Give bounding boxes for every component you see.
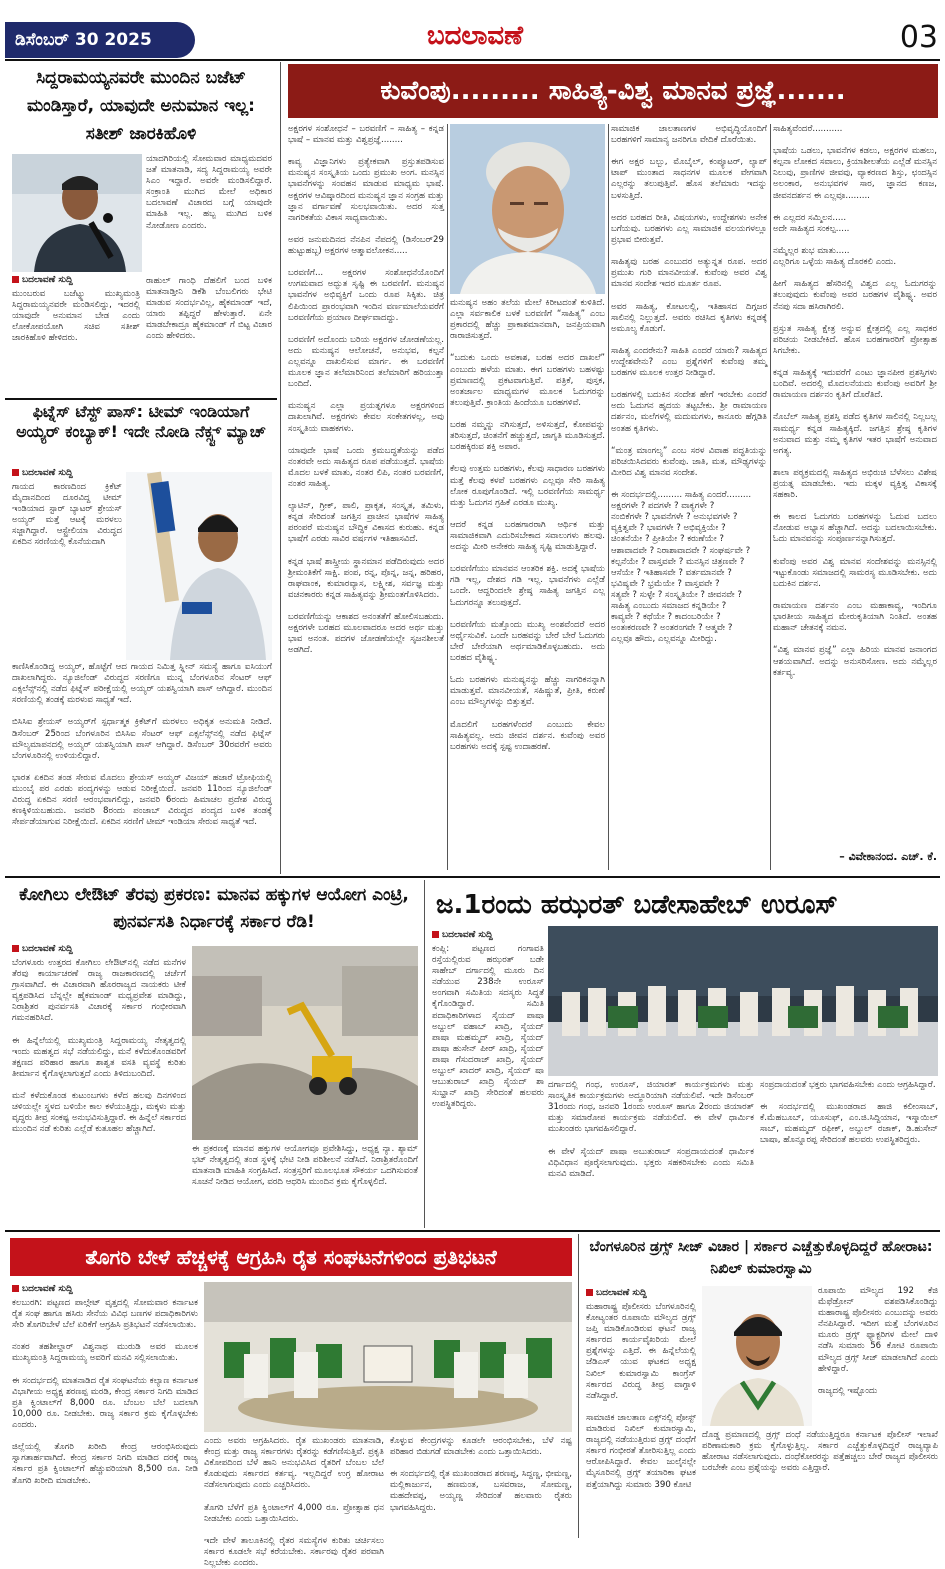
story5-headline-banner: ತೊಗರಿ ಬೇಳೆ ಹೆಚ್ಚಳಕ್ಕೆ ಆಗ್ರಹಿಸಿ ರೈತ ಸಂಘಟನೆಗಳಿಂದ ಪ್ರತಿಭಟನೆ [10, 1238, 572, 1276]
story2-photo [126, 472, 272, 660]
date-badge: ಡಿಸೆಂಬರ್ 30 2025 [5, 22, 195, 58]
feature-author: – ವಿವೇಕಾನಂದ. ಎಚ್. ಕೆ. [839, 850, 937, 863]
middle-rule [5, 876, 940, 878]
story1-body-right2: ರಾಹುಲ್ ಗಾಂಧಿ ದೆಹಲಿಗೆ ಬಂದ ಬಳಿಕ ಮಾತನಾಡ್ತೀನಿ ಡಿಕೆಶಿ ಬೆಂಬಲಿಗರು ಭೇಟಿ ಮಾಡುವ ಸಂದರ್ಭವಿಲ್ಲ, ಹೈಕಮಾಂಡ್ ಇದೆ, ಯಾರು ತಪ್ಪಿದ್ದರೆ ಹೇಳುತ್ತಾರೆ. ಏನೇ ಮಾಡಬೇಕಾದ್ರೂ ಹೈಕಮಾಂಡ್ ಗೆ ಬಿಟ್ಟ ವಿಚಾರ ಎಂದು ಹೇಳಿದರು. [146, 276, 272, 342]
story5-body-left: ಕಲಬುರಗಿ: ಪಟ್ಟಣದ ಪಾಲ್ಗೇಟ್ ವೃತ್ತದಲ್ಲಿ ಸೋಮವಾರ ಕರ್ನಾಟಕ ರೈತ ಸಂಘ ಹಾಗೂ ಹಸಿರು ಸೇನೆಯ ವಿವಿಧ ಬಣಗಳ ಪದಾಧಿಕಾರಿಗಳು ಸೇರಿ ತೊಗರಿಬೇಳೆ ಬೆಲೆ ಏರಿಕೆಗೆ ಆಗ್ರಹಿಸಿ ಪ್ರತಿಭಟನೆ ನಡೆಸಲಾಯಿತು. ನಂತರ ತಹಶೀಲ್ದಾರ್ ವಿಶ್ವನಾಥ ಮುರುಡಿ ಅವರ ಮೂಲಕ ಮುಖ್ಯಮಂತ್ರಿ ಸಿದ್ದರಾಮಯ್ಯ ಅವರಿಗೆ ಮನವಿ ಸಲ್ಲಿಸಲಾಯಿತು. ಈ ಸಂದರ್ಭದಲ್ಲಿ ಮಾತನಾಡಿದ ರೈತ ಸಂಘಟನೆಯ ಕಲ್ಯಾಣ ಕರ್ನಾಟಕ ವಿಭಾಗೀಯ ಅಧ್ಯಕ್ಷ ಶರಣಪ್ಪ ಮರಡಿ, ಕೇಂದ್ರ ಸರ್ಕಾರ ನಿಗದಿ ಮಾಡಿದ ಪ್ರತಿ ಕ್ವಿಂಟಾಲ್‌ಗೆ 8,000 ರೂ. ಬೆಂಬಲ ಬೆಲೆ ಬದಲಾಗಿ 10,000 ರೂ. ನೀಡಬೇಕು. ರಾಜ್ಯ ಸರ್ಕಾರ ಕ್ರಮ ಕೈಗೊಳ್ಳಬೇಕು ಎಂದರು. ಜಿಲ್ಲೆಯಲ್ಲಿ ತೊಗರಿ ಖರೀದಿ ಕೇಂದ್ರ ಆರಂಭಿಸಿರುವುದು ಸ್ವಾಗತಾರ್ಹವಾಗಿದೆ. ಕೇಂದ್ರ ಸರ್ಕಾರ ನಿಗದಿ ಮಾಡಿದ ದರಕ್ಕೆ ರಾಜ್ಯ ಸರ್ಕಾರ ಪ್ರತಿ ಕ್ವಿಂಟಾಲ್‌ಗೆ ಹೆಚ್ಚುವರಿಯಾಗಿ 8,500 ರೂ. ನೀಡಿ ತೊಗರಿ ಖರೀದಿ ಮಾಡಬೇಕು. [12, 1298, 198, 1486]
masthead [0, 0, 945, 60]
story3-photo [192, 946, 418, 1140]
story3-byline: ಬದಲಾವಣೆ ಸುದ್ದಿ [12, 944, 73, 954]
feature-banner: ಕುವೆಂಪು......... ಸಾಹಿತ್ಯ-ವಿಶ್ವ ಮಾನವ ಪ್ರಜ್ಞೆ....... [288, 64, 938, 118]
story4-body-left: ಕಂಪ್ಲಿ: ಪಟ್ಟಣದ ಗಂಗಾವತಿ ರಸ್ತೆಯಲ್ಲಿರುವ ಹಝರತ್ ಬಡೇ ಸಾಹೇಬ್ ದರ್ಗಾದಲ್ಲಿ ಮೂರು ದಿನ ನಡೆಯುವ 238ನೇ ಉರೂಸ್ ಅಂಗವಾಗಿ ಸಮಿತಿಯ ಸದಸ್ಯರು ಸಿದ್ಧತೆ ಕೈಗೊಂಡಿದ್ದಾರೆ. ಸಮಿತಿ ಪದಾಧಿಕಾರಿಗಳಾದ ಸೈಯದ್ ಪಾಷಾ ಅಬ್ದುಲ್ ವಹಾಬ್ ಖಾದ್ರಿ, ಸೈಯದ್ ಪಾಷಾ ಮಹಮ್ಮದ್ ಖಾದ್ರಿ, ಸೈಯದ್ ಪಾಷಾ ಹುಸೇನ್ ಪೀರ್ ಖಾದ್ರಿ, ಸೈಯದ್ ಪಾಷಾ ಗೆಸುದರಾಜ್ ಖಾದ್ರಿ, ಸೈಯದ್ ಅಬ್ದುಲ್ ಖಾದರ್ ಖಾದ್ರಿ, ಸೈಯದ್ ಷಾ ಆಬುತುರಾಬ್ ಖಾದ್ರಿ ಸೈಯದ್ ಶಾ ಸುಬ್ಹಾನ್ ಖಾದ್ರಿ ಸೇರಿದಂತೆ ಹಲವರು ಉಪಸ್ಥಿತರಿದ್ದರು. [432, 944, 544, 1110]
feature-col1: ಅಕ್ಷರಗಳ ಸಂಶೋಧನೆ – ಬರವಣಿಗೆ – ಸಾಹಿತ್ಯ – ಕನ್ನಡ ಭಾಷೆ – ಮಾನವ ಮತ್ತು ವಿಶ್ವಪ್ರಜ್ಞೆ........ ಕಾವ್ಯ ವಿಜ್ಞಾನಿಗಳು ಪ್ರತ್ಯೇಕವಾಗಿ ಪ್ರಸ್ತುತಪಡಿಸುವ ಮನುಷ್ಯನ ಸಂಸ್ಕೃತಿಯ ಒಂದು ಪ್ರಮುಖ ಅಂಗ. ಮನಸ್ಸಿನ ಭಾವನೆಗಳನ್ನು ಸಂವಹನ ಮಾಡುವ ಮಾಧ್ಯಮ ಭಾಷೆ. ಅಕ್ಷರಗಳ ಆವಿಷ್ಕಾರದಿಂದ ಮನುಷ್ಯನ ಜ್ಞಾನ ಸಂಗ್ರಹ ಮತ್ತು ಜ್ಞಾನ ವರ್ಗಾವಣೆ ಸುಲಭವಾಯಿತು. ಅದರ ಸುತ್ತ ನಾಗರಿಕತೆಯ ವಿಕಾಸ ಸಾಧ್ಯವಾಯಿತು. ಅವರ ಜನುಮದಿನದ ನೆನಪಿನ ನೆಪದಲ್ಲಿ (ಡಿಸೆಂಬರ್29 ಹುಟ್ಟುಹಬ್ಬ) ಅಕ್ಷರಗಳ ಆತ್ಮಾವಲೋಕನ..... ಬರವಣಿಗೆ... ಅಕ್ಷರಗಳ ಸಂಶೋಧನೆಯೊಂದಿಗೆ ಉಗಮವಾದ ಅದ್ಭುತ ಸೃಷ್ಟಿ ಈ ಬರವಣಿಗೆ. ಮನುಷ್ಯನ ಭಾವನೆಗಳ ಅಭಿವ್ಯಕ್ತಿಗೆ ಒಂದು ರೂಪ ಸಿಕ್ಕಿತು. ಚಿತ್ರ ಲಿಪಿಯಿಂದ ಪ್ರಾರಂಭವಾಗಿ ಇಂದಿನ ವರ್ಣಮಾಲೆಯವರೆಗೆ ಬರವಣಿಗೆಯ ಪ್ರಯಾಣ ದೀರ್ಘವಾದದ್ದು. ಬರವಣಿಗೆ ಅದೊಂದು ಬರಿಯ ಅಕ್ಷರಗಳ ಜೋಡಣೆಯಲ್ಲ. ಅದು ಮನುಷ್ಯನ ಆಲೋಚನೆ, ಅನುಭವ, ಕಲ್ಪನೆ ಎಲ್ಲವನ್ನೂ ದಾಖಲಿಸುವ ಮಾರ್ಗ. ಈ ಬರವಣಿಗೆ ಮೂಲಕ ಜ್ಞಾನ ತಲೆಮಾರಿನಿಂದ ತಲೆಮಾರಿಗೆ ಹರಿಯುತ್ತಾ ಬಂದಿದೆ. ಮನುಷ್ಯನ ಎಲ್ಲಾ ಪ್ರಯತ್ನಗಳೂ ಅಕ್ಷರಗಳಿಂದ ದಾಖಲಾಗಿವೆ. ಅಕ್ಷರಗಳು ಕೇವಲ ಸಂಕೇತಗಳಲ್ಲ, ಅವು ಸಂಸ್ಕೃತಿಯ ವಾಹಕಗಳು. ಯಾವುದೇ ಭಾಷೆ ಒಂದು ಕ್ರಮಬದ್ಧತೆಯನ್ನು ಪಡೆದ ನಂತರವೇ ಅದು ಸಾಹಿತ್ಯದ ರೂಪ ಪಡೆಯುತ್ತದೆ. ಭಾಷೆಯ ಮೊದಲ ಬಳಕೆ ಮಾತು, ನಂತರ ಲಿಪಿ, ನಂತರ ಬರವಣಿಗೆ, ನಂತರ ಸಾಹಿತ್ಯ. ಲ್ಯಾಟಿನ್, ಗ್ರೀಕ್, ಪಾಲಿ, ಪ್ರಾಕೃತ, ಸಂಸ್ಕೃತ, ತಮಿಳು, ಕನ್ನಡ ಸೇರಿದಂತೆ ಜಗತ್ತಿನ ಪ್ರಾಚೀನ ಭಾಷೆಗಳ ಸಾಹಿತ್ಯ ಪರಂಪರೆ ಮನುಷ್ಯನ ಬೌದ್ಧಿಕ ವಿಕಾಸದ ಕುರುಹು. ಕನ್ನಡ ಭಾಷೆಗೆ ಎರಡು ಸಾವಿರ ವರ್ಷಗಳ ಇತಿಹಾಸವಿದೆ. ಕನ್ನಡ ಭಾಷೆ ಶಾಸ್ತ್ರೀಯ ಸ್ಥಾನಮಾನ ಪಡೆದಿರುವುದು ಅದರ ಶ್ರೀಮಂತಿಕೆಗೆ ಸಾಕ್ಷಿ. ಪಂಪ, ರನ್ನ, ಪೊನ್ನ, ಜನ್ನ, ಹರಿಹರ, ರಾಘವಾಂಕ, ಕುಮಾರವ್ಯಾಸ, ಲಕ್ಷ್ಮೀಶ, ಸರ್ವಜ್ಞ ಮತ್ತು ವಚನಕಾರರು ಕನ್ನಡ ಸಾಹಿತ್ಯವನ್ನು ಶ್ರೀಮಂತಗೊಳಿಸಿದರು. ಬರವಣಿಗೆಯನ್ನು ಆಕಾಶದ ಅನಂತತೆಗೆ ಹೋಲಿಸಬಹುದು. ಅಕ್ಷರಗಳೇ ಬರಹದ ಮೂಲವಾದರೂ ಅದರ ಅರ್ಥ ಮತ್ತು ಭಾವ ಅನಂತ. ಪದಗಳ ಜೋಡಣೆಯಲ್ಲೇ ಸೃಜನಶೀಲತೆ ಅಡಗಿದೆ. [288, 124, 445, 656]
story4-body-right: ಸಂಪ್ರದಾಯದಂತೆ ಭಕ್ತರು ಭಾಗವಹಿಸಬೇಕು ಎಂದು ಆಗ್ರಹಿಸಿದ್ದಾರೆ. ಈ ಸಂದರ್ಭದಲ್ಲಿ ಮುಖಂಡರಾದ ಹಾಜಿ ಕಲೀಂಸಾಬ್, ಕೆ.ಮೆಹಬೂಬ್, ಯೂಸುಫ್, ಎಂ.ಜಿ.ಸಿದ್ದಿಯಾನ, ಇಸ್ಮಾಯಿಲ್ ಸಾಬ್, ಮಹಮ್ಮದ್ ರಫೀಕ್, ಅಬ್ದುಲ್ ರಜಾಕ್, ಡಿ.ಹುಸೇನ್ ಬಾಷಾ, ಹೊನ್ನೂರಪ್ಪ ಸೇರಿದಂತೆ ಹಲವರು ಉಪಸ್ಥಿತರಿದ್ದರು. [760, 1080, 938, 1146]
story1-headline: ಸಿದ್ದರಾಮಯ್ಯನವರೇ ಮುಂದಿನ ಬಜೆಟ್ ಮಂಡಿಸ್ತಾರೆ, ಯಾವುದೇ ಅನುಮಾನ ಇಲ್ಲ: ಸತೀಶ್ ಜಾರಕಿಹೊಳಿ [27, 68, 255, 144]
kuvempu-portrait [450, 124, 605, 294]
shreyas-iyer-photo [126, 472, 272, 660]
story1-photo [12, 154, 142, 272]
feature-col3: ಸಾಮಾಜಿಕ ಜಾಲತಾಣಗಳ ಅಭಿವೃದ್ಧಿಯೊಂದಿಗೆ ಬರಹಗಳಿಗೆ ಸಾಮಾನ್ಯ ಜನರಿಗೂ ವೇದಿಕೆ ದೊರೆಯಿತು. ಈಗ ಅಕ್ಷರ ಬಲ್ಬು, ಮೊಬೈಲ್, ಕಂಪ್ಯೂಟರ್, ಲ್ಯಾಪ್ ಟಾಪ್ ಮುಂತಾದ ಸಾಧನಗಳ ಮೂಲಕ ವೇಗವಾಗಿ ಎಲ್ಲರನ್ನು ತಲುಪುತ್ತಿವೆ. ಹೊಸ ತಲೆಮಾರು ಇದನ್ನು ಬಳಸುತ್ತಿದೆ. ಅದರ ಬರಹದ ರೀತಿ, ವಿಷಯಗಳು, ಉದ್ದೇಶಗಳು ಅನೇಕ ಬಗೆಯವು. ಬರಹಗಳು ಎಲ್ಲ ಸಾಮಾಜಿಕ ವಲಯಗಳಲ್ಲೂ ಪ್ರಭಾವ ಬೀರುತ್ತವೆ. ಸಾಹಿತ್ಯವು ಬರಹ ಎಂಬುದರ ಅತ್ಯುನ್ನತ ರೂಪ. ಅದರ ಪ್ರಮುಖ ಗುರಿ ಮಾನವೀಯತೆ. ಕುವೆಂಪು ಅವರ ವಿಶ್ವ ಮಾನವ ಸಂದೇಶ ಇದರ ಮೂರ್ತ ರೂಪ. ಅವರ ಸಾಹಿತ್ಯ, ಕೋಟಲಲ್ಲಿ, ಇತಿಹಾಸದ ದಿಗ್ಗಜರ ಸಾಲಿನಲ್ಲಿ ನಿಲ್ಲುತ್ತದೆ. ಅವರು ರಚಿಸಿದ ಕೃತಿಗಳು ಕನ್ನಡಕ್ಕೆ ಅಮೂಲ್ಯ ಕೊಡುಗೆ. ಸಾಹಿತ್ಯ ಎಂದರೇನು? ಸಾಹಿತಿ ಎಂದರೆ ಯಾರು? ಸಾಹಿತ್ಯದ ಉದ್ದೇಶವೇನು? ಎಂಬ ಪ್ರಶ್ನೆಗಳಿಗೆ ಕುವೆಂಪು ತಮ್ಮ ಬರಹಗಳ ಮೂಲಕ ಉತ್ತರ ನೀಡಿದ್ದಾರೆ. ಬರಹಗಳಲ್ಲಿ ಬದುಕಿನ ಸಂದೇಶ ಹೇಗೆ ಇರಬೇಕು ಎಂದರೆ ಅದು ಓದುಗನ ಹೃದಯ ತಟ್ಟಬೇಕು. ಶ್ರೀ ರಾಮಾಯಣ ದರ್ಶನಂ, ಮಲೆಗಳಲ್ಲಿ ಮದುಮಗಳು, ಕಾನೂರು ಹೆಗ್ಗಡಿತಿ ಅಂತಹ ಕೃತಿಗಳು. “ಮಂತ್ರ ಮಾಂಗಲ್ಯ” ಎಂಬ ಸರಳ ವಿವಾಹ ಪದ್ಧತಿಯನ್ನು ಪರಿಚಯಿಸಿದವರು ಕುವೆಂಪು. ಜಾತಿ, ಮತ, ಮೌಢ್ಯಗಳನ್ನು ಮೀರಿದ ವಿಶ್ವ ಮಾನವ ಸಂದೇಶ. ಈ ಸಂದರ್ಭದಲ್ಲಿ......... ಸಾಹಿತ್ಯ ಎಂದರೆ......... ಅಕ್ಷರಗಳೇ ? ಪದಗಳೇ ? ವಾಕ್ಯಗಳೇ ? ನಂಬಿಕೆಗಳೇ ? ಭಾವನೆಗಳೇ ? ಅನುಭವಗಳೇ ? ವ್ಯಕ್ತಿತ್ವವೇ ? ಭಾವಗಳೇ ? ಅಭಿವ್ಯಕ್ತಿಯೇ ? ಚಿಂತನೆಯೇ ? ಪ್ರೀತಿಯೇ ? ಕರುಣೆಯೇ ? ಆಶಾವಾದವೇ ? ನಿರಾಶಾವಾದವೇ ? ಸಂಘರ್ಷವೇ ? ಕಲ್ಪನೆಯೇ ? ವಾಸ್ತವವೇ ? ಮನಸ್ಸಿನ ಚಿತ್ರಣವೇ ? ಆಸೆಯೇ ? ಇತಿಹಾಸವೇ ? ವರ್ತಮಾನವೇ ? ಭವಿಷ್ಯವೇ ? ಭ್ರಮೆಯೇ ? ವಾಸ್ತವವೇ ? ಸತ್ಯವೇ ? ಸುಳ್ಳೇ ? ಸಂಸ್ಕೃತಿಯೇ ? ಜೀವನವೇ ? ಸಾಹಿತ್ಯ ಎಂಬುದು ಸಮಾಜದ ಕನ್ನಡಿಯೇ ? ಕಾವ್ಯವೇ ? ಕಥೆಯೇ ? ಕಾದಂಬರಿಯೇ ? ಅಂತಃಕರಣವೇ ? ಅಂತರಂಗವೇ ? ಆತ್ಮವೇ ? ಎಲ್ಲವೂ ಹೌದು, ಎಲ್ಲವನ್ನೂ ಮೀರಿದ್ದು. [611, 124, 767, 645]
story3-body-right: ಈ ಪ್ರಕರಣಕ್ಕೆ ಮಾನವ ಹಕ್ಕುಗಳ ಆಯೋಗವೂ ಪ್ರವೇಶಿಸಿದ್ದು, ಅಧ್ಯಕ್ಷ ನ್ಯಾ. ಶ್ಯಾಮ್ ಭಟ್ ನೇತೃತ್ವದಲ್ಲಿ ತಂಡ ಸ್ಥಳಕ್ಕೆ ಭೇಟಿ ನೀಡಿ ಪರಿಶೀಲನೆ ನಡೆಸಿದೆ. ನಿರಾಶ್ರಿತರೊಂದಿಗೆ ಮಾತನಾಡಿ ಮಾಹಿತಿ ಸಂಗ್ರಹಿಸಿದೆ. ಸಂತ್ರಸ್ತರಿಗೆ ಮೂಲಭೂತ ಸೌಕರ್ಯ ಒದಗಿಸುವಂತೆ ಸೂಚನೆ ನೀಡಿದ ಆಯೋಗ, ವರದಿ ಆಧರಿಸಿ ಮುಂದಿನ ಕ್ರಮ ಕೈಗೊಳ್ಳಲಿದೆ. [192, 1144, 418, 1188]
story2-body-left: ಗಾಯದ ಕಾರಣದಿಂದ ಕ್ರಿಕೆಟ್ ಮೈದಾನದಿಂದ ದೂರವಿದ್ದ ಟೀಮ್ ಇಂಡಿಯಾದ ಸ್ಟಾರ್ ಬ್ಯಾಟರ್ ಶ್ರೇಯಸ್ ಅಯ್ಯರ್ ಮತ್ತೆ ಆಟಕ್ಕೆ ಮರಳಲು ಸಜ್ಜಾಗಿದ್ದಾರೆ. ಆಸ್ಟ್ರೇಲಿಯಾ ವಿರುದ್ಧದ ಏಕದಿನ ಸರಣಿಯಲ್ಲಿ ಕೊನೆಯದಾಗಿ [12, 482, 122, 548]
story6-body-full: ದೊಡ್ಡ ಪ್ರಮಾಣದಲ್ಲಿ ಡ್ರಗ್ಸ್ ದಂಧೆ ನಡೆಯುತ್ತಿದ್ದರೂ ಕರ್ನಾಟಕ ಪೊಲೀಸ್ ಇಲಾಖೆ ಪರಿಣಾಮಕಾರಿ ಕ್ರಮ ಕೈಗೊಳ್ಳುತ್ತಿಲ್ಲ. ಸರ್ಕಾರ ಎಚ್ಚೆತ್ತುಕೊಳ್ಳದಿದ್ದರೆ ರಾಜ್ಯವ್ಯಾಪಿ ಹೋರಾಟ ನಡೆಸಲಾಗುವುದು. ದಂಧೆಕೋರರನ್ನು ಪತ್ತೆಹಚ್ಚಲು ಬೇರೆ ರಾಜ್ಯದ ಪೊಲೀಸರು ಬರಬೇಕೇ ಎಂಬ ಪ್ರಶ್ನೆಯನ್ನು ಅವರು ಎತ್ತಿದ್ದಾರೆ. [702, 1430, 938, 1474]
story6-photo [702, 1286, 812, 1426]
story6-body-left: ಮಹಾರಾಷ್ಟ್ರ ಪೊಲೀಸರು ಬೆಂಗಳೂರಿನಲ್ಲಿ ಕೋಟ್ಯಂತರ ರೂಪಾಯಿ ಮೌಲ್ಯದ ಡ್ರಗ್ಸ್ ಜಪ್ತಿ ಮಾಡಿಕೊಂಡಿರುವ ಘಟನೆ ರಾಜ್ಯ ಸರ್ಕಾರದ ಕಾರ್ಯವೈಖರಿಯ ಮೇಲೆ ಪ್ರಶ್ನೆಗಳನ್ನು ಎತ್ತಿದೆ. ಈ ಹಿನ್ನೆಲೆಯಲ್ಲಿ ಜೆಡಿಎಸ್ ಯುವ ಘಟಕದ ಅಧ್ಯಕ್ಷ ನಿಖಿಲ್ ಕುಮಾರಸ್ವಾಮಿ ಕಾಂಗ್ರೆಸ್ ಸರ್ಕಾರದ ವಿರುದ್ಧ ತೀವ್ರ ವಾಗ್ದಾಳಿ ನಡೆಸಿದ್ದಾರೆ. ಸಾಮಾಜಿಕ ಜಾಲತಾಣ ಎಕ್ಸ್‌ನಲ್ಲಿ ಪೋಸ್ಟ್ ಮಾಡಿರುವ ನಿಖಿಲ್ ಕುಮಾರಸ್ವಾಮಿ, ರಾಜ್ಯದಲ್ಲಿ ನಡೆಯುತ್ತಿರುವ ಡ್ರಗ್ಸ್ ದಂಧೆಗೆ ಸರ್ಕಾರ ಗಂಭೀರತೆ ತೋರಿಸುತ್ತಿಲ್ಲ ಎಂದು ಆರೋಪಿಸಿದ್ದಾರೆ. ಕೇವಲ ಜುಲೈನಲ್ಲೇ ಮೈಸೂರಿನಲ್ಲಿ ಡ್ರಗ್ಸ್ ತಯಾರಿಕಾ ಘಟಕ ಪತ್ತೆಯಾಗಿದ್ದು ಸುಮಾರು 390 ಕೋಟಿ [586, 1302, 696, 1490]
story2-body-full: ಕಾಣಿಸಿಕೊಂಡಿದ್ದ ಅಯ್ಯರ್, ಹೊಟ್ಟೆಗೆ ಆದ ಗಾಯದ ನಿಮಿತ್ತ ಸ್ಪ್ಲೀನ್ ಸಮಸ್ಯೆ ಹಾಗೂ ಐಸಿಯುಗೆ ದಾಖಲಾಗಿದ್ದರು. ನ್ಯೂಜಿಲೆಂಡ್ ವಿರುದ್ಧದ ಸರಣಿಗೂ ಮುನ್ನ ಬೆಂಗಳೂರಿನ ಸೆಂಟರ್ ಆಫ್ ಎಕ್ಸಲೆನ್ಸ್‌ನಲ್ಲಿ ನಡೆದ ಫಿಟ್ನೆಸ್ ಪರೀಕ್ಷೆಯಲ್ಲಿ ಅಯ್ಯರ್ ಯಶಸ್ವಿಯಾಗಿ ಪಾಸ್ ಆಗಿದ್ದಾರೆ. ಮುಂದಿನ ಸರಣಿಯಲ್ಲಿ ತಂಡಕ್ಕೆ ಮರಳುವ ಸಾಧ್ಯತೆ ಇದೆ. ಬಿಸಿಸಿಐ ಶ್ರೇಯಸ್ ಅಯ್ಯರ್‌ಗೆ ಸ್ಪರ್ಧಾತ್ಮಕ ಕ್ರಿಕೆಟ್‌ಗೆ ಮರಳಲು ಅಧಿಕೃತ ಅನುಮತಿ ನೀಡಿದೆ. ಡಿಸೆಂಬರ್ 25ರಿಂದ ಬೆಂಗಳೂರಿನ ಬಿಸಿಸಿಐ ಸೆಂಟರ್ ಆಫ್ ಎಕ್ಸಲೆನ್ಸ್‌ನಲ್ಲಿ ನಡೆದ ಫಿಟ್ನೆಸ್ ಮೌಲ್ಯಮಾಪನದಲ್ಲಿ ಅಯ್ಯರ್ ಯಶಸ್ವಿಯಾಗಿ ಪಾಸ್ ಆಗಿದ್ದಾರೆ. ಡಿಸೆಂಬರ್ 30ರವರೆಗೆ ಅವರು ಬೆಂಗಳೂರಿನಲ್ಲಿ ಉಳಿಯಲಿದ್ದಾರೆ. ಭಾರತ ಏಕದಿನ ತಂಡ ಸೇರುವ ಮೊದಲು ಶ್ರೇಯಸ್ ಅಯ್ಯರ್ ವಿಜಯ್ ಹಜಾರೆ ಟ್ರೋಫಿಯಲ್ಲಿ ಮುಂಬೈ ಪರ ಎರಡು ಪಂದ್ಯಗಳನ್ನು ಆಡುವ ನಿರೀಕ್ಷೆಯಿದೆ. ಜನವರಿ 11ರಿಂದ ನ್ಯೂಜಿಲೆಂಡ್ ವಿರುದ್ಧ ಏಕದಿನ ಸರಣಿ ಆರಂಭವಾಗಲಿದ್ದು, ಜನವರಿ 6ರಂದು ಹಿಮಾಚಲ ಪ್ರದೇಶ ವಿರುದ್ಧ ಕಣಕ್ಕಿಳಿಯಬಹುದು. ಜನವರಿ 8ರಂದು ಪಂಜಾಬ್ ವಿರುದ್ಧದ ಪಂದ್ಯದ ಬಳಿಕ ತಂಡಕ್ಕೆ ಸೇರ್ಪಡೆಯಾಗುವ ನಿರೀಕ್ಷೆಯಿದೆ. ಏಕದಿನ ಸರಣಿಗೆ ಟೀಮ್ ಇಂಡಿಯಾ ಸೇರುವ ಸಾಧ್ಯತೆ ಇದೆ. [12, 662, 272, 828]
story1-rule [5, 398, 277, 400]
farmers-protest-photo [204, 1282, 572, 1432]
story6-headline: ಬೆಂಗಳೂರಿನ ಡ್ರಗ್ಸ್ ಸೀಜ್ ವಿಚಾರ | ಸರ್ಕಾರ ಎಚ್ಚೆತ್ತುಕೊಳ್ಳದಿದ್ದರೆ ಹೋರಾಟ: ನಿಖಿಲ್ ಕುಮಾರಸ್ವಾಮಿ [589, 1239, 933, 1277]
story5-body-right: ಕೊಳ್ಳುವ ಕೇಂದ್ರಗಳನ್ನು ಕೂಡಲೇ ಆರಂಭಿಸಬೇಕು, ಬೆಳೆ ನಷ್ಟ ಪರಿಹಾರ ಬಿಡುಗಡೆ ಮಾಡಬೇಕು ಎಂದು ಒತ್ತಾಯಿಸಿದರು. ಈ ಸಂದರ್ಭದಲ್ಲಿ ರೈತ ಮುಖಂಡರಾದ ಶರಣಪ್ಪ, ಸಿದ್ದಣ್ಣ, ಭೀಮಣ್ಣ, ಮಲ್ಲಿಕಾರ್ಜುನ, ಹಣಮಂತ, ಬಸವರಾಜ, ಸೋಮಣ್ಣ, ಮಹದೇವಪ್ಪ, ಅಯ್ಯಣ್ಣ ಸೇರಿದಂತೆ ಹಲವಾರು ರೈತರು ಭಾಗವಹಿಸಿದ್ದರು. [390, 1436, 572, 1513]
story1-byline: ಬದಲಾವಣೆ ಸುದ್ದಿ [12, 275, 73, 285]
story5-byline: ಬದಲಾವಣೆ ಸುದ್ದಿ [12, 1284, 73, 1294]
masthead-rule [5, 59, 940, 61]
story3-headline: ಕೋಗಿಲು ಲೇಔಟ್ ತೆರವು ಪ್ರಕರಣ: ಮಾನವ ಹಕ್ಕುಗಳ ಆಯೋಗ ಎಂಟ್ರಿ, ಪುನರ್ವಸತಿ ನಿರ್ಧಾರಕ್ಕೆ ಸರ್ಕಾರ ರೆಡಿ! [19, 885, 409, 932]
satish-jarkiholi-photo [12, 154, 142, 272]
story4-photo [548, 926, 938, 1076]
demolition-photo [192, 946, 418, 1140]
story6-body-right: ರೂಪಾಯಿ ಮೌಲ್ಯದ 192 ಕೆಜಿ ಮೆಫೆಡ್ರೋನ್ ವಶಪಡಿಸಿಕೊಂಡಿದ್ದು ಮಹಾರಾಷ್ಟ್ರ ಪೊಲೀಸರು ಎಂಬುದನ್ನು ಅವರು ನೆನಪಿಸಿದ್ದಾರೆ. ಇದೀಗ ಮತ್ತೆ ಬೆಂಗಳೂರಿನ ಮೂರು ಡ್ರಗ್ಸ್ ಫ್ಯಾಕ್ಟರಿಗಳ ಮೇಲೆ ದಾಳಿ ನಡೆಸಿ ಸುಮಾರು 56 ಕೋಟಿ ರೂಪಾಯಿ ಮೌಲ್ಯದ ಡ್ರಗ್ಸ್ ಸೀಜ್ ಮಾಡಲಾಗಿದೆ ಎಂದು ಹೇಳಿದ್ದಾರೆ. ರಾಜ್ಯದಲ್ಲಿ ಇಷ್ಟೊಂದು [818, 1286, 938, 1396]
story6-byline: ಬದಲಾವಣೆ ಸುದ್ದಿ [586, 1288, 647, 1298]
feature-divider-3 [770, 124, 771, 870]
feature-photo [450, 124, 605, 294]
feature-divider-2 [608, 124, 609, 870]
story4-headline: ಜ.1ರಂದು ಹಝರತ್ ಬಡೇಸಾಹೇಬ್ ಉರೂಸ್ [436, 890, 838, 920]
nikhil-kumaraswamy-photo [702, 1286, 812, 1426]
story1-body-right: ಯಾದಗಿರಿಯಲ್ಲಿ ಸೋಮವಾರ ಮಾಧ್ಯಮದವರ ಜತೆ ಮಾತನಾಡಿ, ಸದ್ಯ ಸಿದ್ದರಾಮಯ್ಯ ಅವರೇ ಸಿಎಂ ಇದ್ದಾರೆ. ಅವರೇ ಮಂಡಿಸಲಿದ್ದಾರೆ. ಸಂಕ್ರಾಂತಿ ಮುಗಿದ ಮೇಲೆ ಅಧಿಕಾರ ಬದಲಾವಣೆ ವಿಚಾರದ ಬಗ್ಗೆ ಯಾವುದೇ ಮಾಹಿತಿ ಇಲ್ಲ. ಹಬ್ಬ ಮುಗಿದ ಬಳಿಕ ನೋಡೋಣ ಎಂದರು. [146, 154, 272, 231]
lower-rule [5, 1230, 940, 1232]
story3-body-left: ಬೆಂಗಳೂರು ಉತ್ತರದ ಕೋಗಿಲು ಲೇಔಟ್‌ನಲ್ಲಿ ನಡೆದ ಮನೆಗಳ ತೆರವು ಕಾರ್ಯಾಚರಣೆ ರಾಜ್ಯ ರಾಜಕಾರಣದಲ್ಲಿ ಚರ್ಚೆಗೆ ಗ್ರಾಸವಾಗಿದೆ. ಈ ವಿಚಾರವಾಗಿ ಹೊರರಾಜ್ಯದ ನಾಯಕರು ಟೀಕೆ ವ್ಯಕ್ತಪಡಿಸಿದ ಬೆನ್ನಲ್ಲೇ ಹೈಕಮಾಂಡ್ ಮಧ್ಯಪ್ರವೇಶ ಮಾಡಿದ್ದು, ನಿರಾಶ್ರಿತರ ಪುನರ್ವಸತಿ ವಿಚಾರಕ್ಕೆ ಸರ್ಕಾರ ಗಂಭೀರವಾಗಿ ಗಮನಹರಿಸಿದೆ. ಈ ಹಿನ್ನೆಲೆಯಲ್ಲಿ ಮುಖ್ಯಮಂತ್ರಿ ಸಿದ್ದರಾಮಯ್ಯ ನೇತೃತ್ವದಲ್ಲಿ ಇಂದು ಮಹತ್ವದ ಸಭೆ ನಡೆಯಲಿದ್ದು, ಮನೆ ಕಳೆದುಕೊಂಡವರಿಗೆ ತಕ್ಷಣದ ಪರಿಹಾರ ಹಾಗೂ ಶಾಶ್ವತ ವಸತಿ ವ್ಯವಸ್ಥೆ ಕುರಿತು ತೀರ್ಮಾನ ಕೈಗೊಳ್ಳಲಾಗುತ್ತದೆ ಎಂದು ತಿಳಿದುಬಂದಿದೆ. ಮನೆ ಕಳೆದುಕೊಂಡ ಕುಟುಂಬಗಳು ಕಳೆದ ಹಲವು ದಿನಗಳಿಂದ ಚಳಿಯಲ್ಲೇ ಸ್ಥಳದ ಬಳಿಯೇ ಕಾಲ ಕಳೆಯುತ್ತಿದ್ದು, ಮಕ್ಕಳು ಮತ್ತು ವೃದ್ಧರು ತೀವ್ರ ಸಂಕಷ್ಟ ಅನುಭವಿಸುತ್ತಿದ್ದಾರೆ. ಈ ಹಿನ್ನೆಲೆ ಸರ್ಕಾರದ ಮುಂದಿನ ನಡೆ ಕುರಿತು ಎಲ್ಲೆಡೆ ಕುತೂಹಲ ಹೆಚ್ಚಾಗಿದೆ. [12, 958, 186, 1135]
page-number: 03 [899, 20, 938, 55]
story1-body-left: ಮುಂಬರುವ ಬಜೆಟ್ನ್ನು ಮುಖ್ಯಮಂತ್ರಿ ಸಿದ್ದರಾಮಯ್ಯನವರೇ ಮಂಡಿಸಲಿದ್ದು, ಇದರಲ್ಲಿ ಯಾವುದೇ ಅನುಮಾನ ಬೇಡ ಎಂದು ಲೋಕೋಪಯೋಗಿ ಸಚಿವ ಸತೀಶ್ ಜಾರಕಿಹೊಳಿ ಹೇಳಿದರು. [12, 289, 140, 344]
urus-gathering-photo [548, 926, 938, 1076]
story2-byline: ಬದಲಾವಣೆ ಸುದ್ದಿ [12, 468, 73, 478]
feature-col2: ಮನುಷ್ಯನ ಅಹಂ ತಲೆಯ ಮೇಲೆ ಕಿರೀಟದಂತೆ ಕುಳಿತಿದೆ. ಎಲ್ಲಾ ಸರ್ವಕಾಲಿಕ ಬಳಕೆ ಬರವಣಿಗೆ “ಸಾಹಿತ್ಯ” ಎಂಬ ಪ್ರಕಾರದಲ್ಲಿ ಹೆಚ್ಚು ಪ್ರಾಕಾಶಮಾನವಾಗಿ, ಜನಪ್ರಿಯವಾಗಿ ರಾರಾಜಿಸುತ್ತದೆ. “ಬದುಕು ಒಂದು ಅವಕಾಶ, ಬರಹ ಅದರ ದಾಖಲೆ” ಎಂಬುದು ಹಳೆಯ ಮಾತು. ಈಗ ಬರಹಗಳು ಬಹಳಷ್ಟು ಪ್ರಮಾಣದಲ್ಲಿ ಪ್ರಕಟವಾಗುತ್ತಿವೆ. ಪತ್ರಿಕೆ, ಪುಸ್ತಕ, ಅಂತರ್ಜಾಲ ಮಾಧ್ಯಮಗಳ ಮೂಲಕ ಓದುಗರನ್ನು ತಲುಪುತ್ತಿವೆ. ಕ್ರಾಂತಿಯ ಹಿಂದೆಯೂ ಬರಹಗಳಿವೆ. ಬರಹ ನಮ್ಮನ್ನು ನಗಿಸುತ್ತದೆ, ಅಳಿಸುತ್ತದೆ, ಕೋಪವನ್ನು ತರಿಸುತ್ತದೆ, ಚಿಂತನೆಗೆ ಹಚ್ಚುತ್ತದೆ, ಜಾಗೃತಿ ಮೂಡಿಸುತ್ತದೆ. ಬರಹಕ್ಕಿರುವ ಶಕ್ತಿ ಅಪಾರ. ಕೆಲವು ಉತ್ತಮ ಬರಹಗಳು, ಕೆಲವು ಸಾಧಾರಣ ಬರಹಗಳು ಮತ್ತೆ ಕೆಲವು ಕಳಪೆ ಬರಹಗಳು ಎಲ್ಲವೂ ಸೇರಿ ಸಾಹಿತ್ಯ ಲೋಕ ರೂಪುಗೊಂಡಿದೆ. ಇಲ್ಲಿ ಬರವಣಿಗೆಯ ಸಾಮರ್ಥ್ಯ ಮತ್ತು ಓದುಗನ ಗ್ರಹಿಕೆ ಎರಡೂ ಮುಖ್ಯ. ಆದರೆ ಕನ್ನಡ ಬರಹಗಾರರಾಗಿ ಆರ್ಥಿಕ ಮತ್ತು ಸಾಮಾಜಿಕವಾಗಿ ಎದುರಿಸಬೇಕಾದ ಸವಾಲುಗಳು ಹಲವು. ಅದನ್ನು ಮೀರಿ ಅನೇಕರು ಸಾಹಿತ್ಯ ಸೃಷ್ಟಿ ಮಾಡುತ್ತಿದ್ದಾರೆ. ಬರವಣಿಗೆಯು ಮಾನವನ ಆಂತರಿಕ ಶಕ್ತಿ. ಅದಕ್ಕೆ ಭಾಷೆಯ ಗಡಿ ಇಲ್ಲ, ದೇಶದ ಗಡಿ ಇಲ್ಲ. ಭಾವನೆಗಳು ಎಲ್ಲೆಡೆ ಒಂದೇ. ಆದ್ದರಿಂದಲೇ ಶ್ರೇಷ್ಠ ಸಾಹಿತ್ಯ ಜಗತ್ತಿನ ಎಲ್ಲ ಓದುಗರನ್ನೂ ತಲುಪುತ್ತದೆ. ಬರವಣಿಗೆಯ ಮತ್ತೊಂದು ಮುಖ್ಯ ಅಂಶವೆಂದರೆ ಅದರ ಅರ್ಥೈಸುವಿಕೆ. ಒಂದೇ ಬರಹವನ್ನು ಬೇರೆ ಬೇರೆ ಓದುಗರು ಬೇರೆ ಬೇರೆಯಾಗಿ ಅರ್ಥಮಾಡಿಕೊಳ್ಳಬಹುದು. ಅದು ಬರಹದ ವೈಶಿಷ್ಟ್ಯ. ಓದು ಬರಹಗಳು ಮನುಷ್ಯನನ್ನು ಹೆಚ್ಚು ನಾಗರಿಕನನ್ನಾಗಿ ಮಾಡುತ್ತವೆ. ಮಾನವೀಯತೆ, ಸಹಿಷ್ಣುತೆ, ಪ್ರೀತಿ, ಕರುಣೆ ಎಂಬ ಮೌಲ್ಯಗಳನ್ನು ಬಿತ್ತುತ್ತವೆ. ಮೊದಲಿಗೆ ಬರಹಗಳೆಂದರೆ ಎಂಬುದು ಕೇವಲ ಸಾಹಿತ್ಯವಲ್ಲ. ಅದು ಜೀವನ ದರ್ಶನ. ಕುವೆಂಪು ಅವರ ಬರಹಗಳು ಅದಕ್ಕೆ ಸ್ಪಷ್ಟ ಉದಾಹರಣೆ. [450, 298, 605, 752]
story5-body-mid: ಎಂದು ಅವರು ಆಗ್ರಹಿಸಿದರು. ರೈತ ಮುಖಂಡರು ಮಾತನಾಡಿ, ಕೇಂದ್ರ ಮತ್ತು ರಾಜ್ಯ ಸರ್ಕಾರಗಳು ರೈತರನ್ನು ಕಡೆಗಣಿಸುತ್ತಿವೆ. ಪ್ರಕೃತಿ ವಿಕೋಪದಿಂದ ಬೆಳೆ ಹಾನಿ ಅನುಭವಿಸಿದ ರೈತರಿಗೆ ಬೆಂಬಲ ಬೆಲೆ ಕೊಡುವುದು ಸರ್ಕಾರದ ಕರ್ತವ್ಯ. ಇಲ್ಲದಿದ್ದರೆ ಉಗ್ರ ಹೋರಾಟ ನಡೆಸಲಾಗುವುದು ಎಂದು ಎಚ್ಚರಿಸಿದರು. ತೊಗರಿ ಬೆಳೆಗೆ ಪ್ರತಿ ಕ್ವಿಂಟಾಲ್‌ಗೆ 4,000 ರೂ. ಪ್ರೋತ್ಸಾಹ ಧನ ನೀಡಬೇಕು ಎಂದು ಒತ್ತಾಯಿಸಿದರು. ಇದೇ ವೇಳೆ ತಾಲೂಕಿನಲ್ಲಿ ರೈತರ ಸಮಸ್ಯೆಗಳ ಕುರಿತು ಚರ್ಚಿಸಲು ಸರ್ಕಾರ ಕೂಡಲೇ ಸಭೆ ಕರೆಯಬೇಕು. ಸರ್ಕಾರವು ರೈತರ ಪರವಾಗಿ ನಿಲ್ಲಬೇಕು ಎಂದರು. [204, 1436, 384, 1569]
bottom-divider-2 [578, 1234, 579, 1538]
story4-body-mid: ದರ್ಗಾದಲ್ಲಿ ಗಂಧ, ಉರೂಸ್, ಜಿಯಾರತ್ ಕಾರ್ಯಕ್ರಮಗಳು ಮತ್ತು ಸಾಂಸ್ಕೃತಿಕ ಕಾರ್ಯಕ್ರಮಗಳು ಅದ್ಧೂರಿಯಾಗಿ ನಡೆಯಲಿವೆ. ಇದೇ ಡಿಸೆಂಬರ್ 31ರಂದು ಗಂಧ, ಜನವರಿ 1ರಂದು ಉರೂಸ್ ಹಾಗೂ 2ರಂದು ಜಿಯಾರತ್ ಮತ್ತು ಸಮಾರೋಪ ಕಾರ್ಯಕ್ರಮ ನಡೆಯಲಿದೆ. ಈ ವೇಳೆ ಧಾರ್ಮಿಕ ಮುಖಂಡರು ಭಾಗವಹಿಸಲಿದ್ದಾರೆ. ಈ ವೇಳೆ ಸೈಯದ್ ಪಾಷಾ ಅಬುತುರಾಬ್ ಸಂಪ್ರದಾಯದಂತೆ ಧಾರ್ಮಿಕ ವಿಧಿವಿಧಾನ ಪೂರೈಸಲಾಗುವುದು. ಭಕ್ತರು ಸಹಕರಿಸಬೇಕು ಎಂದು ಸಮಿತಿ ಮನವಿ ಮಾಡಿದೆ. [548, 1080, 754, 1179]
story4-byline: ಬದಲಾವಣೆ ಸುದ್ದಿ [432, 930, 493, 940]
paper-name: ಬದಲಾವಣೆ [426, 21, 524, 51]
feature-col4: ಸಾಹಿತ್ಯವೆಂದರೆ........... ಭಾಷೆಯ ಒಡಲು, ಭಾವನೆಗಳ ಕಡಲು, ಅಕ್ಷರಗಳ ಮಹಲು, ಕಲ್ಪನಾ ಲೋಕದ ಸವಾಲು, ಕ್ರಿಯಾಶೀಲತೆಯ ಎಲ್ಲೆಡೆ ಮನಸ್ಸಿನ ನಿಲುವು, ಪ್ರಾಣಿಗಳ ಜೀವವು, ವ್ಯಾಕರಣದ ಶಿಸ್ತು, ಛಂದಸ್ಸಿನ ಅಲಂಕಾರ, ಅನುಭವಗಳ ಸಾರ, ಜ್ಞಾನದ ಕಣಜ, ಜೀವನದರ್ಶನ ಈ ಎಲ್ಲವೂ......... ಈ ಎಲ್ಲದರ ಸಮ್ಮಿಲನ..... ಅದೇ ಸಾಹಿತ್ಯದ ಸಂಕಲ್ಪ..... ನಮ್ಮೆಲ್ಲರ ಶುಭ ಮಾತು..... ಎಲ್ಲರಿಗೂ ಒಳ್ಳೆಯ ಸಾಹಿತ್ಯ ದೊರಕಲಿ ಎಂದು. ಹೀಗೆ ಸಾಹಿತ್ಯದ ಹೆಸರಿನಲ್ಲಿ ವಿಶ್ವದ ಎಲ್ಲ ಓದುಗರನ್ನು ತಲುಪುವುದು ಕುವೆಂಪು ಅವರ ಬರಹಗಳ ವೈಶಿಷ್ಟ್ಯ. ಅವರ ನೆನಪು ಸದಾ ಹಸಿರಾಗಿರಲಿ. ಪ್ರಸ್ತುತ ಸಾಹಿತ್ಯ ಕ್ಷೇತ್ರ ಅನ್ನುವ ಕ್ಷೇತ್ರದಲ್ಲಿ ಎಲ್ಲ ಸಾಧಕರ ಪರಿಚಯ ನೀಡಬೇಕಿದೆ. ಹೊಸ ಬರಹಗಾರರಿಗೆ ಪ್ರೋತ್ಸಾಹ ಸಿಗಬೇಕು. ಕನ್ನಡ ಸಾಹಿತ್ಯಕ್ಕೆ ಇದುವರೆಗೆ ಎಂಟು ಜ್ಞಾನಪೀಠ ಪ್ರಶಸ್ತಿಗಳು ಬಂದಿವೆ. ಅದರಲ್ಲಿ ಮೊದಲನೆಯದು ಕುವೆಂಪು ಅವರಿಗೆ ಶ್ರೀ ರಾಮಾಯಣ ದರ್ಶನಂ ಕೃತಿಗೆ ದೊರೆತಿದೆ. ನೊಬೆಲ್ ಸಾಹಿತ್ಯ ಪ್ರಶಸ್ತಿ ಪಡೆದ ಕೃತಿಗಳ ಸಾಲಿನಲ್ಲಿ ನಿಲ್ಲಬಲ್ಲ ಸಾಮರ್ಥ್ಯ ಕನ್ನಡ ಸಾಹಿತ್ಯಕ್ಕಿದೆ. ಜಗತ್ತಿನ ಶ್ರೇಷ್ಠ ಕೃತಿಗಳ ಅನುವಾದ ಮತ್ತು ನಮ್ಮ ಕೃತಿಗಳ ಇತರ ಭಾಷೆಗೆ ಅನುವಾದ ಅಗತ್ಯ. ಶಾಲಾ ಪಠ್ಯಕ್ರಮದಲ್ಲಿ ಸಾಹಿತ್ಯದ ಅಭಿರುಚಿ ಬೆಳೆಸಲು ವಿಶೇಷ ಪ್ರಯತ್ನ ಮಾಡಬೇಕು. ಇದು ಮಕ್ಕಳ ವ್ಯಕ್ತಿತ್ವ ವಿಕಾಸಕ್ಕೆ ಸಹಕಾರಿ. ಈ ಕಾಲದ ಓದುಗರು ಬರಹಗಳನ್ನು ಓದುವ ಬದಲು ನೋಡುವ ಅಭ್ಯಾಸ ಹೆಚ್ಚಾಗಿದೆ. ಅದನ್ನು ಬದಲಾಯಿಸಬೇಕು. ಓದು ಮಾನವನನ್ನು ಸಂಪೂರ್ಣನನ್ನಾಗಿಸುತ್ತದೆ. ಕುವೆಂಪು ಅವರ ವಿಶ್ವ ಮಾನವ ಸಂದೇಶವನ್ನು ಮನಸ್ಸಿನಲ್ಲಿ ಇಟ್ಟುಕೊಂಡು ಸಮಾಜದಲ್ಲಿ ಸಾಮರಸ್ಯ ಮೂಡಿಸಬೇಕು. ಅದು ಬದುಕಿನ ದರ್ಶನ. ರಾಮಾಯಣ ದರ್ಶನಂ ಎಂಬ ಮಹಾಕಾವ್ಯ, ಇಂದಿಗೂ ಭಾರತೀಯ ಸಾಹಿತ್ಯದ ಮೇರುಕೃತಿಯಾಗಿ ನಿಂತಿದೆ. ಅಂತಹ ಮಹಾನ್ ಚೇತನಕ್ಕೆ ನಮನ. “ವಿಶ್ವ ಮಾನವ ಪ್ರಜ್ಞೆ” ಎಲ್ಲಾ ಹಿರಿಯ ಮಾನವ ಜನಾಂಗದ ಆಶಯವಾಗಿದೆ. ಅದನ್ನು ಅನುಸರಿಸೋಣ. ಅದು ನಮ್ಮೆಲ್ಲರ ಕರ್ತವ್ಯ. [773, 124, 937, 678]
story2-headline: ಫಿಟ್ನೆಸ್ ಟೆಸ್ಟ್ ಪಾಸ್: ಟೀಮ್ ಇಂಡಿಯಾಗೆ ಅಯ್ಯರ್ ಕಂಬ್ಯಾಕ್! ಇದೇ ನೋಡಿ ನೆಕ್ಸ್ಟ್ ಮ್ಯಾಚ್ [16, 402, 266, 441]
left-column-divider [280, 62, 281, 874]
story5-photo [204, 1282, 572, 1432]
feature-divider-1 [447, 124, 448, 870]
bottom-divider-1 [424, 880, 425, 1228]
